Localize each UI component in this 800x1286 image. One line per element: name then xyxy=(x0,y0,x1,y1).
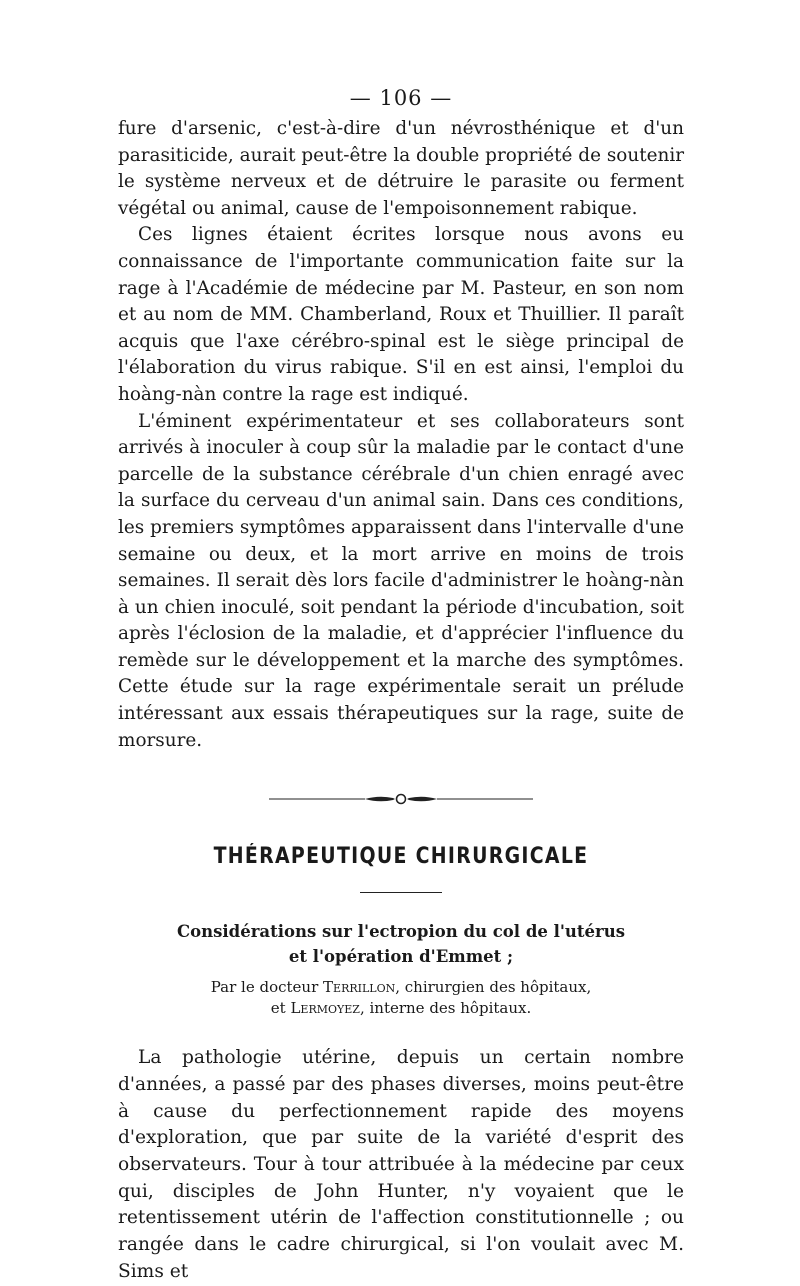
section-title: THÉRAPEUTIQUE CHIRURGICALE xyxy=(213,844,589,870)
byline xyxy=(118,977,684,1019)
paragraph-pasteur: Ces lignes étaient écrites lorsque nous avons eu connaissance de l'importante communication faite sur la rage à l'Académie de médecine par M. Pasteur, en son nom et au nom de MM. Chamberland, Roux et Thuillier. Il paraît acquis que l'axe cérébro-spinal est le siège principal de l'élaboration du virus rabique. S'il en est ainsi, l'emploi du hoàng-nàn contre la rage est indiqué. xyxy=(118,224,684,405)
byline-line1-suffix: , chirurgien des hôpitaux, xyxy=(395,978,592,997)
author-terrillon: Terrillon xyxy=(323,978,396,997)
article-title-line1: Considérations sur l'ectropion du col de l'utérus xyxy=(176,922,626,942)
article-title xyxy=(118,919,684,969)
paragraph-experiment: L'éminent expérimentateur et ses collaborateurs sont arrivés à inoculer à coup sûr la maladie par le contact d'une parcelle de la substance cérébrale d'un chien enragé avec la surface du cerveau d'un animal sain. Dans ces conditions, les premiers symptômes apparaissent dans l'intervalle d'une semaine ou deux, et la mort arrive en moins de trois semaines. Il serait dès lors facile d'administrer le hoàng-nàn à un chien inoculé, soit pendant la période d'incubation, soit après l'éclosion de la maladie, et d'apprécier l'influence du remède sur le développement et la marche des symptômes. Cette étude sur la rage expérimentale serait un prélude intéressant aux essais thérapeutiques sur la rage, suite de morsure. xyxy=(118,410,684,751)
page-number: — 106 — xyxy=(349,86,453,110)
byline-line2-prefix: et xyxy=(270,999,291,1018)
article-title-line2: et l'opération d'Emmet ; xyxy=(288,947,514,967)
byline-line2-suffix: , interne des hôpitaux. xyxy=(359,999,532,1018)
byline-prefix: Par le docteur xyxy=(210,978,324,997)
document-page xyxy=(118,84,684,1286)
author-lermoyez: Lermoyez xyxy=(290,999,360,1018)
ornament-divider-icon xyxy=(269,792,533,806)
paragraph-pathologie: La pathologie utérine, depuis un certain nombre d'années, a passé par des phases diverses, moins peut-être à cause du perfectionnement rapide des moyens d'exploration, que par suite de la variété d'esprit des observateurs. Tour à tour attribuée à la médecine par ceux qui, disciples de John Hunter, n'y voyaient que le retentissement utérin de l'affection constitutionnelle ; ou rangée dans le cadre chirurgical, si l'on voulait avec M. Sims et xyxy=(118,1047,684,1282)
paragraph-continuation: fure d'arsenic, c'est-à-dire d'un névrosthénique et d'un parasiticide, aurait peut-être la double propriété de soutenir le système nerveux et de détruire le parasite ou ferment végétal ou animal, cause de l'empoisonnement rabique. xyxy=(118,118,684,219)
title-rule xyxy=(360,892,442,893)
